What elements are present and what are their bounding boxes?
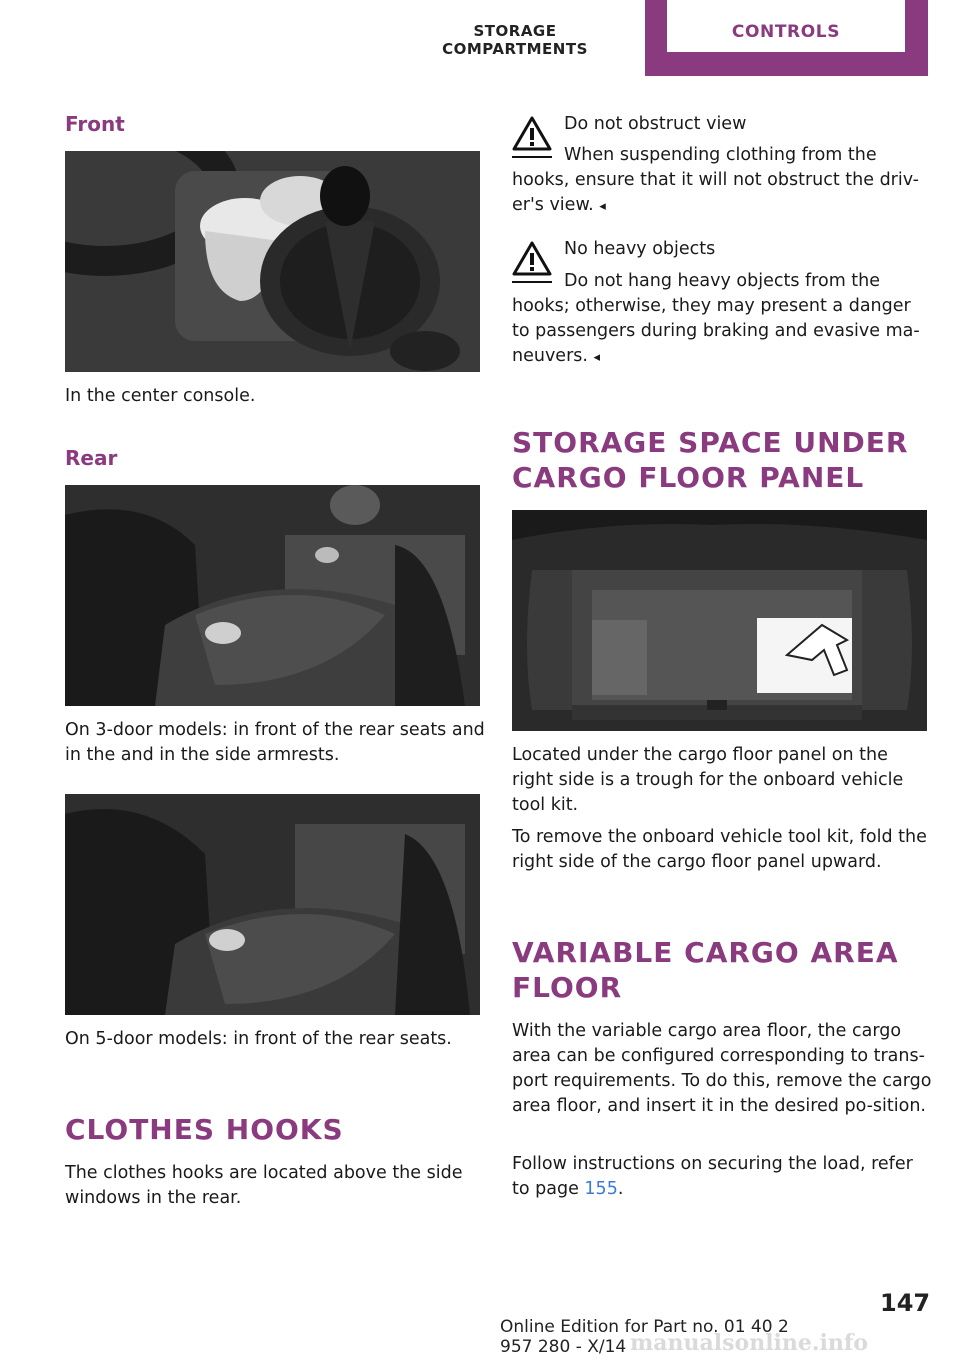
variable-floor-text: With the variable cargo area floor, the cargo area can be configured corresponding to trans-port requirements. To do this, remove the cargo area floor, and insert it in the desired po-sition. <box>512 1021 932 1116</box>
warning1-first-line: When suspending clothing from the <box>564 145 877 165</box>
rear-3door-caption: On 3-door models: in front of the rear seats and in the and in the side armrests. <box>65 720 485 765</box>
clothes-hooks-heading: CLOTHES HOOKS <box>65 1113 344 1146</box>
warning-icon <box>512 116 552 152</box>
end-mark: ◂ <box>593 350 601 365</box>
storage-heading: STORAGE SPACE UNDER CARGO FLOOR PANEL <box>512 426 909 494</box>
follow-end: . <box>617 1179 624 1199</box>
warning2-title: No heavy objects <box>564 239 716 259</box>
watermark: manualsonline.info <box>630 1330 869 1356</box>
rear-3door-photo <box>65 485 480 706</box>
front-caption: In the center console. <box>65 386 256 406</box>
follow-instructions-text <box>512 1152 932 1202</box>
edition-footer: Online Edition for Part no. 01 40 2 957 280 - X/14 <box>500 1317 789 1357</box>
storage-text-2: To remove the onboard vehicle tool kit, fold the right side of the cargo floor panel upward. <box>512 827 927 872</box>
warning2-text <box>512 294 932 370</box>
variable-floor-heading: VARIABLE CARGO AREA FLOOR <box>512 936 899 1004</box>
warning1-text <box>512 168 932 219</box>
header-chapter-tab: CONTROLS <box>667 0 905 52</box>
warning1-title: Do not obstruct view <box>564 114 747 134</box>
page-number: 147 <box>880 1289 931 1317</box>
page-link[interactable]: 155 <box>584 1179 618 1199</box>
header-section-title: STORAGE COMPARTMENTS <box>442 22 588 58</box>
storage-text-1: Located under the cargo floor panel on the right side is a trough for the onboard vehicle tool kit. <box>512 745 904 815</box>
follow-text: Follow instructions on securing the load, refer to page <box>512 1154 913 1199</box>
warning2-first-line: Do not hang heavy objects from the <box>564 271 881 291</box>
cargo-floor-photo <box>512 510 927 731</box>
rear-heading: Rear <box>65 446 118 470</box>
warning-icon <box>512 241 552 277</box>
page-header <box>0 0 960 76</box>
rear-5door-photo <box>65 794 480 1015</box>
warning1-rest: hooks, ensure that it will not obstruct the driv-er's view. <box>512 170 919 215</box>
front-heading: Front <box>65 112 125 136</box>
rear-5door-caption: On 5-door models: in front of the rear seats. <box>65 1029 452 1049</box>
front-console-photo <box>65 151 480 372</box>
warning2-rest: hooks; otherwise, they may present a danger to passengers during braking and evasive ma-neuvers. <box>512 296 920 366</box>
end-mark: ◂ <box>599 199 606 214</box>
clothes-hooks-text: The clothes hooks are located above the side windows in the rear. <box>65 1163 463 1208</box>
